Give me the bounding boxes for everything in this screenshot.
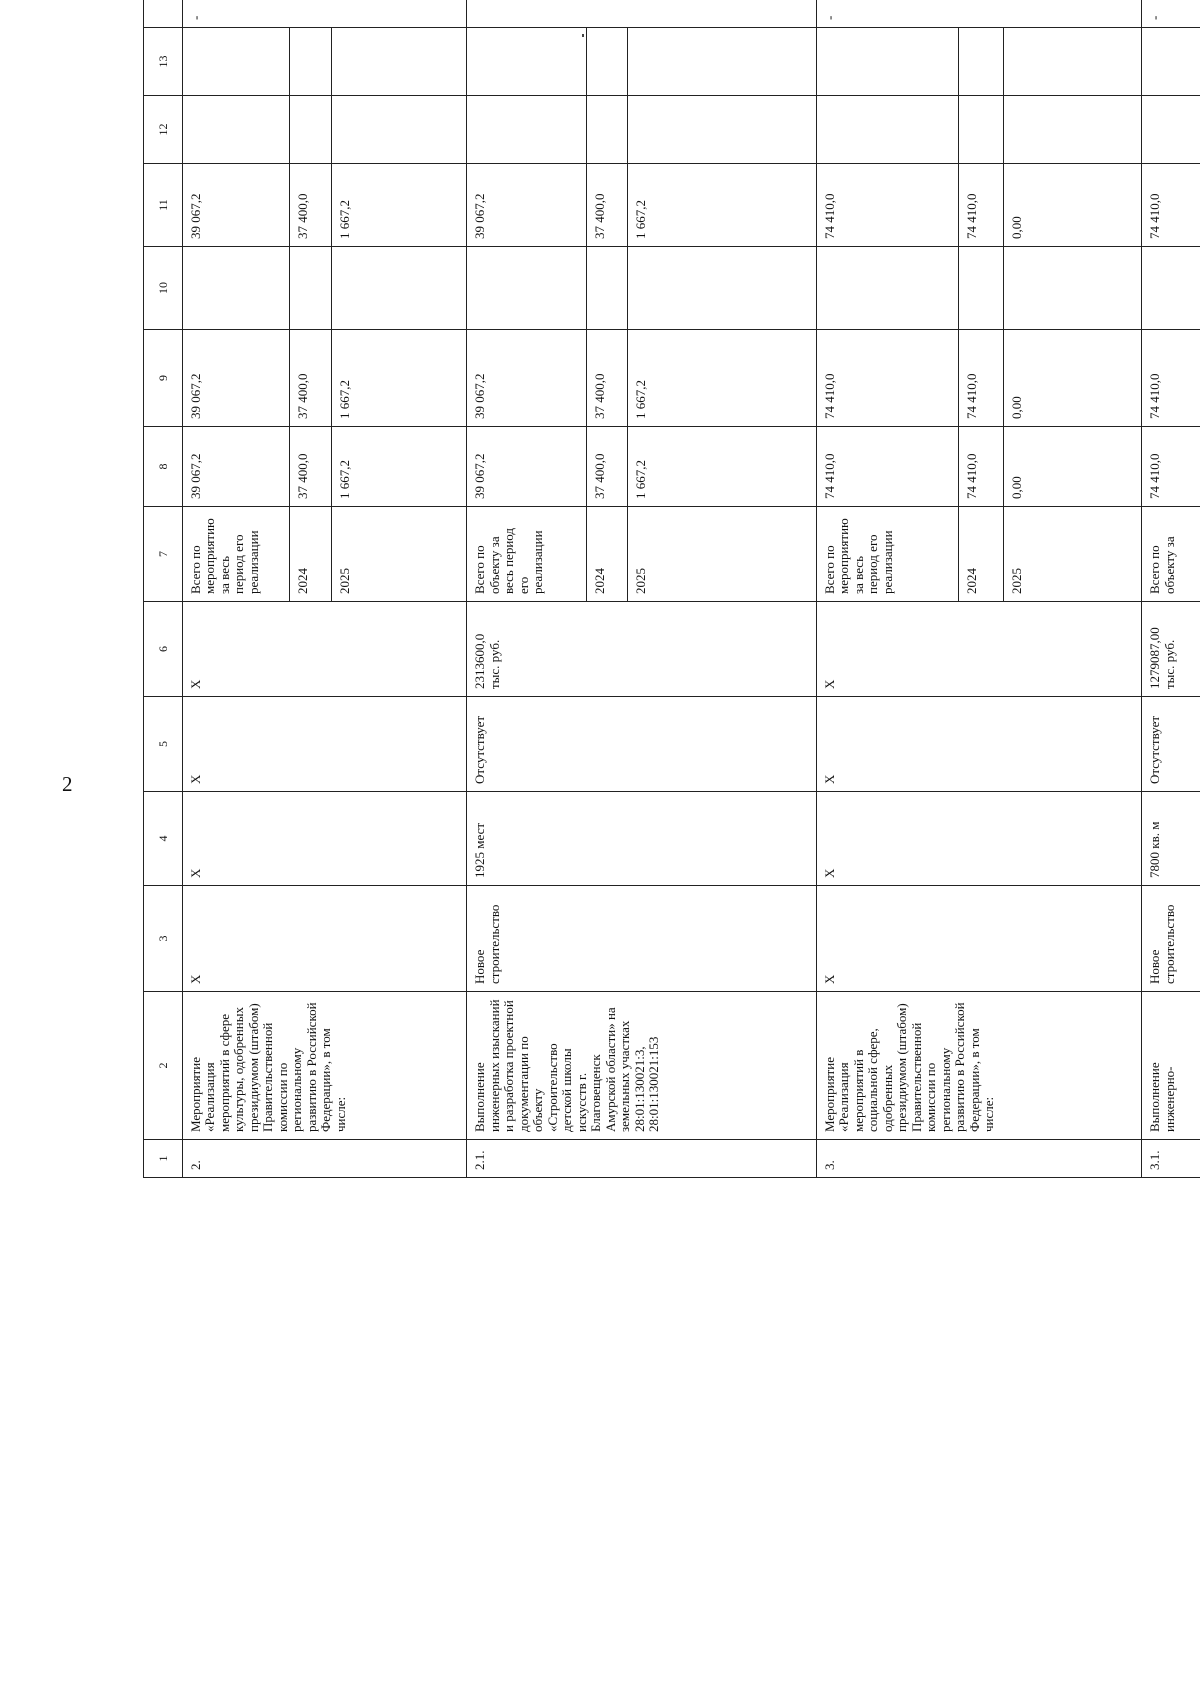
period-label: 2024 [586,507,627,602]
ownership: Отсутствует [467,697,816,792]
value-cell: 37 400,0 [586,164,627,247]
value-cell [816,247,958,330]
value-cell: 37 400,0 [290,330,331,427]
col-header: 7 [144,507,183,602]
value-cell: 1 667,2 [331,330,467,427]
period-label: 2024 [290,507,331,602]
row-number: 2. [182,1140,467,1178]
value-cell: 0,00 [1003,330,1141,427]
value-cell [467,96,586,164]
col-header: 1 [144,1140,183,1178]
value-cell: - [816,0,1141,28]
construction-type: X [182,886,467,992]
value-cell: 37 400,0 [290,427,331,507]
estimated-cost: 2313600,0 тыс. руб. [467,602,816,697]
col-header: 13 [144,28,183,96]
ownership: X [816,697,1141,792]
value-cell [958,96,1003,164]
capacity: X [182,792,467,886]
value-cell [182,28,289,96]
value-cell: 0,00 [1003,164,1141,247]
value-cell: - [182,0,467,28]
value-cell [586,247,627,330]
value-cell: 74 410,0 [1142,164,1200,247]
value-cell: 1 667,2 [628,427,816,507]
value-cell [290,28,331,96]
ownership: X [182,697,467,792]
capacity: X [816,792,1141,886]
event-name: Мероприятие «Реализация мероприятий в сфере культуры, одобренных президиумом (штабом) Правительственной комиссии по региональному развитию в Российской Федерации», в том числе: [182,992,467,1140]
event-name: Выполнение инженерно- [1142,992,1200,1140]
table-row [182,0,289,1178]
value-cell [331,247,467,330]
period-label: Всего по мероприятию за весь период его реализации [816,507,958,602]
value-cell [467,28,586,96]
value-cell [958,247,1003,330]
value-cell: 0,00 [1003,427,1141,507]
value-cell [628,247,816,330]
col-header: 3 [144,886,183,992]
value-cell: 74 410,0 [816,427,958,507]
col-header: 11 [144,164,183,247]
value-cell [467,247,586,330]
value-cell: 74 410,0 [816,330,958,427]
construction-type: X [816,886,1141,992]
table-rotated [143,15,1200,1178]
capacity: 7800 кв. м [1142,792,1200,886]
value-cell: 39 067,2 [182,427,289,507]
table-row [1142,0,1200,1178]
col-header: 5 [144,697,183,792]
col-header: 2 [144,992,183,1140]
value-cell: 1 667,2 [331,427,467,507]
value-cell: - [1142,0,1200,28]
estimated-cost: X [816,602,1141,697]
data-table [143,0,1200,1178]
value-cell [586,96,627,164]
value-cell [182,247,289,330]
value-cell [586,28,627,96]
construction-type: Новое строительство [467,886,816,992]
value-cell [467,0,816,28]
period-label: 2025 [628,507,816,602]
value-cell [331,96,467,164]
value-cell: 39 067,2 [467,164,586,247]
estimated-cost: X [182,602,467,697]
table-row [467,0,586,1178]
period-label: 2025 [331,507,467,602]
col-header: 6 [144,602,183,697]
value-cell [1003,96,1141,164]
col-header: 10 [144,247,183,330]
estimated-cost: 1279087,00 тыс. руб. [1142,602,1200,697]
row-number: 2.1. [467,1140,816,1178]
value-cell [958,28,1003,96]
row-number: 3.1. [1142,1140,1200,1178]
value-cell: 1 667,2 [331,164,467,247]
value-cell: 37 400,0 [586,427,627,507]
ownership: Отсутствует [1142,697,1200,792]
value-cell [1142,247,1200,330]
col-header [144,0,183,28]
event-name: Мероприятие «Реализация мероприятий в социальной сфере, одобренных президиумом (штабом) Правительственной комиссии по региональному развитию в Российской Федерации», в том числе: [816,992,1141,1140]
period-label: Всего по мероприятию за весь период его реализации [182,507,289,602]
period-label: Всего по объекту за весь период его реализации [467,507,586,602]
col-header: 8 [144,427,183,507]
value-cell: 39 067,2 [182,330,289,427]
value-cell [331,28,467,96]
value-cell: 39 067,2 [467,330,586,427]
period-label: 2025 [1003,507,1141,602]
value-cell [1003,28,1141,96]
value-cell: 37 400,0 [586,330,627,427]
value-cell [628,96,816,164]
value-cell: 37 400,0 [290,164,331,247]
table-row [816,0,958,1178]
construction-type: Новое строительство [1142,886,1200,992]
capacity: 1925 мест [467,792,816,886]
value-cell [816,28,958,96]
value-cell: 39 067,2 [467,427,586,507]
page-number: 2 [62,772,73,796]
value-cell [1142,96,1200,164]
value-cell: 74 410,0 [1142,330,1200,427]
value-cell: 1 667,2 [628,330,816,427]
value-cell: 74 410,0 [958,330,1003,427]
header-row [144,0,183,1178]
value-cell: 74 410,0 [816,164,958,247]
value-cell: 1 667,2 [628,164,816,247]
value-cell [290,247,331,330]
col-header: 4 [144,792,183,886]
row-number: 3. [816,1140,1141,1178]
value-cell: 39 067,2 [182,164,289,247]
col-header: 9 [144,330,183,427]
period-label: 2024 [958,507,1003,602]
value-cell [290,96,331,164]
value-cell: 74 410,0 [1142,427,1200,507]
value-cell: 74 410,0 [958,164,1003,247]
col-header: 12 [144,96,183,164]
period-label: Всего по объекту за [1142,507,1200,602]
value-cell [816,96,958,164]
value-cell [182,96,289,164]
value-cell [1003,247,1141,330]
value-cell: 74 410,0 [958,427,1003,507]
value-cell [1142,28,1200,96]
event-name: Выполнение инженерных изысканий и разработка проектной документации по объекту «Строительство детской школы искусств г. Благовещенск Амурской области» на земельных участках 28:01:130021:3, 28:01:130021:153 [467,992,816,1140]
value-cell [628,28,816,96]
